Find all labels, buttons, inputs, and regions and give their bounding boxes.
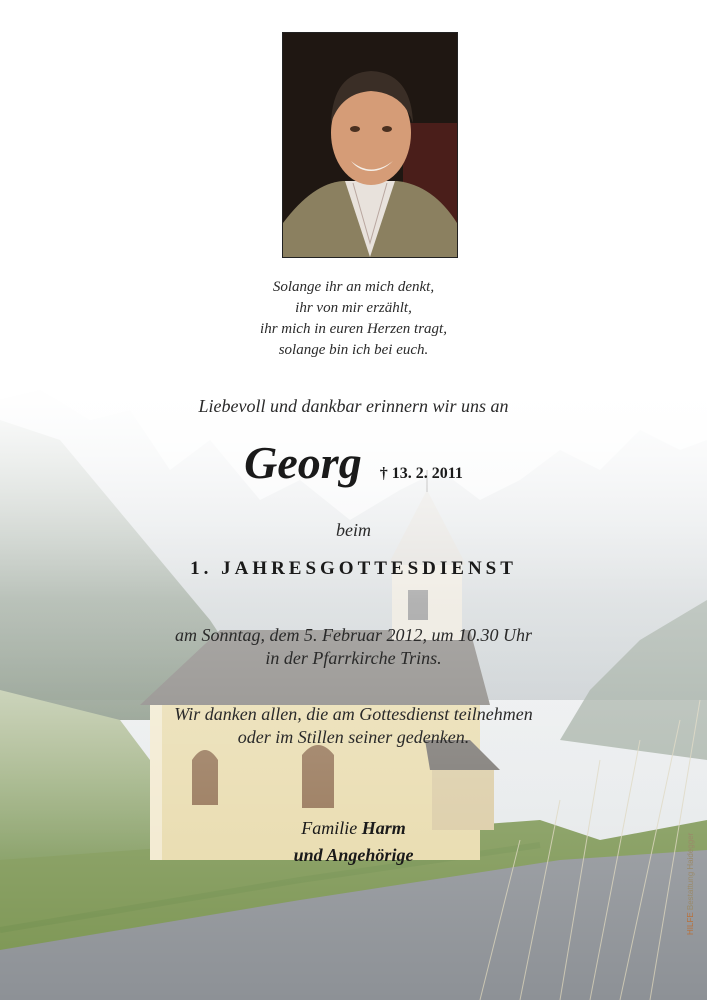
credit-text: Bestattung Haidegger [686,832,695,913]
poem-line: solange bin ich bei euch. [278,342,429,358]
poem-line: ihr von mir erzählt, [295,300,412,316]
deceased-heading [0,436,707,489]
thanks-line: oder im Stillen seiner gedenken. [237,727,470,747]
thanks-line: Wir danken allen, die am Gottesdienst teilnehmen [174,704,533,724]
intro-text: Liebevoll und dankbar erinnern wir uns an [198,396,509,416]
service-details [0,624,707,670]
death-date: † 13. 2. 2011 [379,465,463,482]
family-prefix: Familie [301,818,358,838]
portrait-photo [282,32,458,258]
family-line [0,815,707,842]
poem [0,277,707,361]
family-surname: Harm [361,818,406,838]
deceased-name: Georg [244,437,362,488]
poem-line: Solange ihr an mich denkt, [272,279,435,295]
beim-text: beim [336,520,371,540]
service-title: 1. JAHRESGOTTESDIENST [190,558,517,579]
family-signature [0,815,707,869]
funeral-home-credit [686,833,695,935]
thanks-text [0,703,707,749]
family-line-2: und Angehörige [293,845,414,865]
credit-brand: HILFE [686,912,695,935]
service-place-line: in der Pfarrkirche Trins. [265,648,442,668]
service-date-line: am Sonntag, dem 5. Februar 2012, um 10.30 Uhr [175,625,532,645]
poem-line: ihr mich in euren Herzen tragt, [260,321,447,337]
